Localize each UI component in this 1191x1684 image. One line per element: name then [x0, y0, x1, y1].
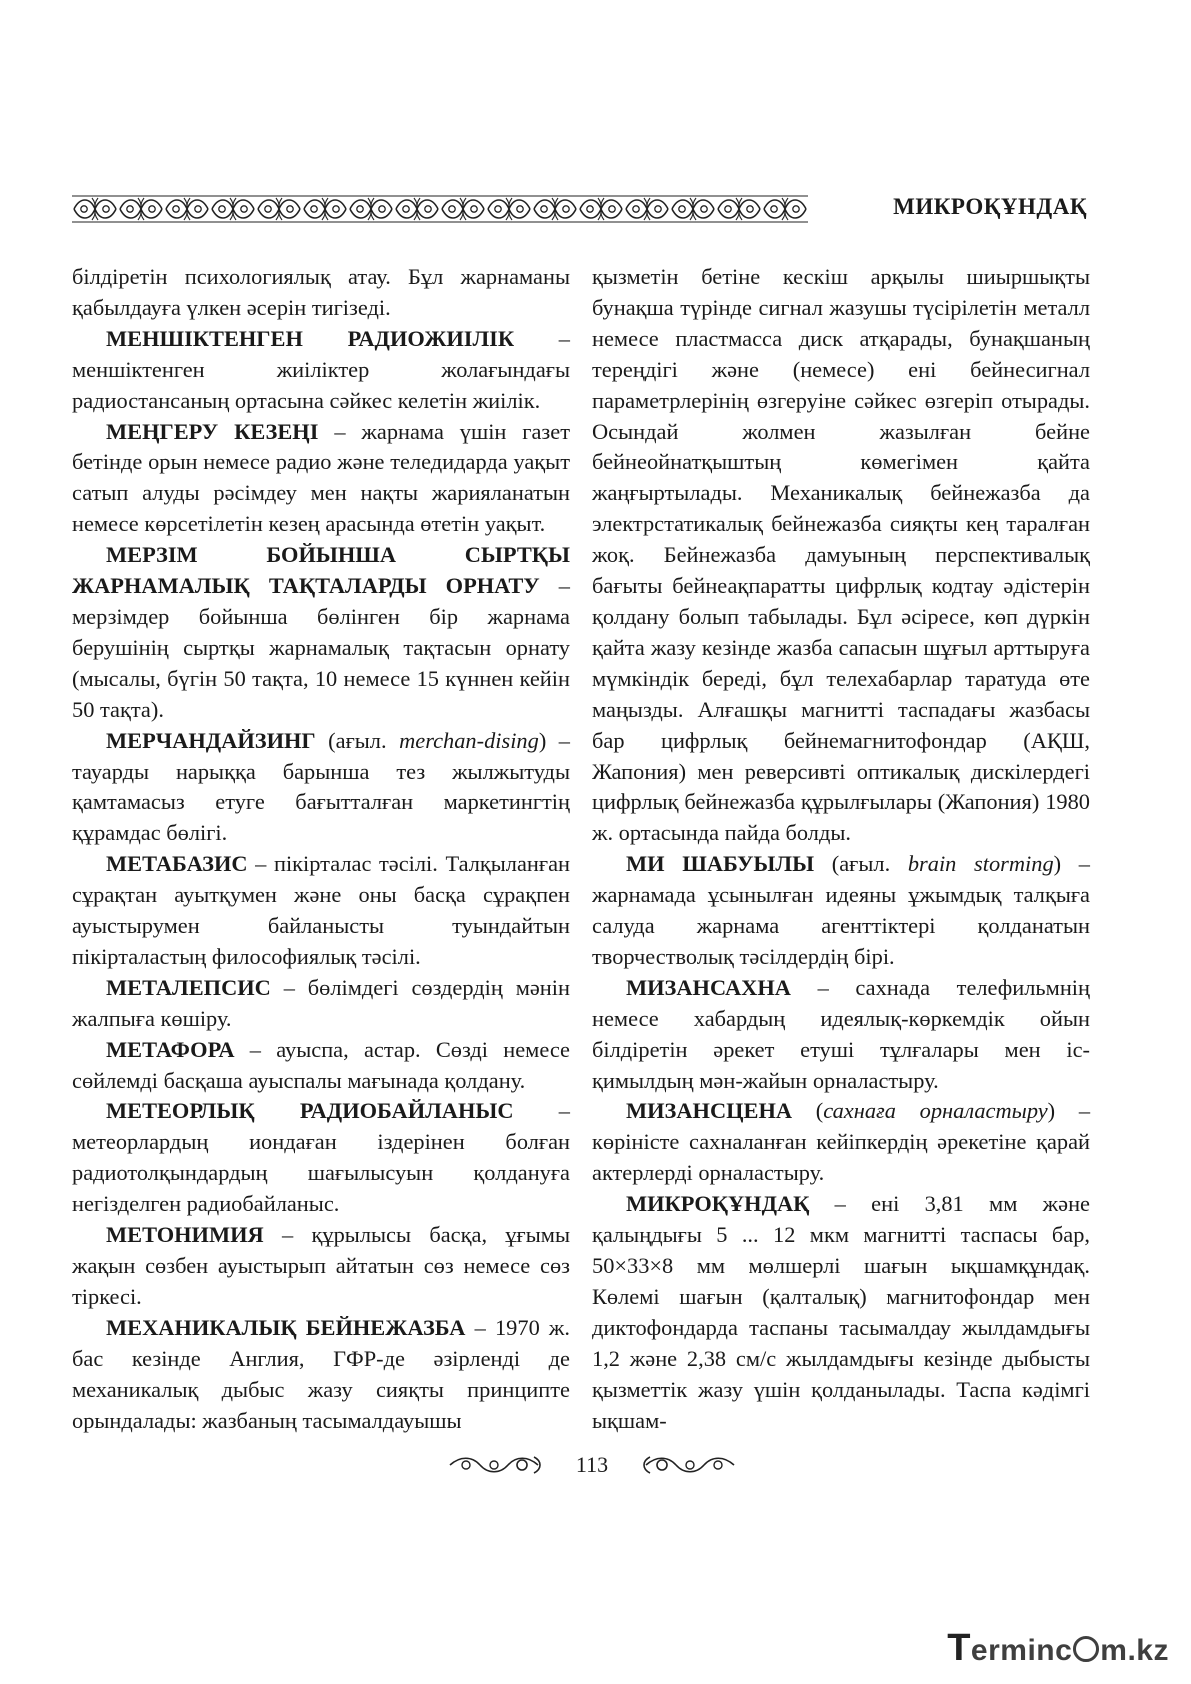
paragraph-continued — [592, 262, 1090, 849]
logo-circle-o-icon — [1073, 1636, 1099, 1662]
entry-term: МИКРОҚҰНДАҚ — [626, 1191, 810, 1217]
entry-term: МЕТАФОРА — [106, 1036, 235, 1062]
running-title: МИКРОҚҰНДАҚ — [893, 194, 1087, 219]
entry-term: МЕРЧАНДАЙЗИНГ — [106, 727, 316, 753]
entry-definition: – метеорлардың иондаған іздерінен болған радиотолқындардың шағылысуын қолдануға негізделген радиобайланыс. — [72, 1098, 570, 1217]
entry-definition: – мерзімдер бойынша бөлінген бір жарнама берушінің сыртқы жарнамалық тақтасын орнату (мысалы, бүгін 50 тақта, 10 немесе 15 күннен кейін 50 тақта). — [72, 573, 570, 722]
entry-foreign-word: brain storming — [907, 851, 1054, 877]
entry-origin: (ағыл. — [814, 851, 908, 877]
entry-metonimiya — [72, 1220, 570, 1313]
footer-ornament-left — [446, 1452, 546, 1478]
entry-metafora — [72, 1035, 570, 1097]
entry-mizanscena — [592, 1096, 1090, 1189]
entry-menshiktengen-radiozhiilik — [72, 324, 570, 417]
entry-term: МЕТАЛЕПСИС — [106, 974, 271, 1000]
entry-definition: – бөлімдегі сөздердің мәнін жалпыға көшіру. — [72, 974, 570, 1031]
entry-mikrokundak — [592, 1189, 1090, 1436]
entry-term: МИЗАНСЦЕНА — [626, 1098, 793, 1124]
entry-definition: – меншіктенген жиіліктер жолағындағы радиостансаның ортасына сәйкес келетін жиілік. — [72, 325, 571, 413]
entry-origin: ( — [792, 1098, 824, 1124]
paragraph-continued — [72, 262, 570, 324]
paragraph-text: білдіретін психологиялық атау. Бұл жарнаманы қабылдауға үлкен әсерін тигізеді. — [72, 264, 570, 320]
entry-term: МИ ШАБУЫЛЫ — [626, 851, 815, 877]
header-ornament — [72, 194, 808, 224]
entry-term: МЕРЗІМ БОЙЫНША СЫРТҚЫ ЖАРНАМАЛЫҚ ТАҚТАЛАРДЫ ОРНАТУ — [72, 542, 570, 599]
entry-term: МИЗАНСАХНА — [626, 974, 791, 1000]
page-footer — [0, 1448, 1191, 1482]
entry-definition: ) – тауарды нарыққа барынша тез жылжытуды қамтамасыз етуге бағытталған маркетингтің құрамдас бөлігі. — [72, 727, 571, 846]
paragraph-text: қызметін бетіне кескіш арқылы шиыршықты бунақша түрінде сигнал жазушы түсірілетін металл немесе пластмасса диск атқарады, бунақшаның тереңдігі және (немесе) ені бейнесигнал параметрлерінің өзгеруіне сәйкес өзгеріп отырады. Осындай жолмен жазылған бейне бейнеойнатқыштың көмегімен қайта жаңғыртылады. Механикалық бейнежазба да электрстатикалық бейнежазба сияқты кең таралған жоқ. Бейнежазба дамуының перспективалық бағыты бейнеақпаратты цифрлық кодтау әдістерін қолдану болып табылады. Бұл әсіресе, көп дүркін қайта жазу кезінде жазба сапасын шұғыл арттыруға мүмкіндік береді, бұл телехабарлар таратуда өте маңызды. Алғашқы магнитті таспадағы жазбасы бар цифрлық бейнемагнитофондар (АҚШ, Жапония) мен реверсивті оптикалық дискілердегі цифрлық бейнежазба құрылғылары (Жапония) 1980 ж. ортасында пайда болды. — [592, 264, 1090, 846]
entry-definition: ) – көріністе сахналанған кейіпкердің әрекетіне қарай актерлерді орналастыру. — [592, 1098, 1091, 1186]
entry-italic-gloss: сахнаға орналастыру — [823, 1098, 1048, 1124]
entry-mi-shabuyly — [592, 849, 1090, 973]
entry-definition: – ені 3,81 мм және қалыңдығы 5 ... 12 мкм магнитті таспасы бар, 50×33×8 мм мөлшерлі шағын ықшамқұндақ. Көлемі шағын (қалталық) магнитофондар мен диктофондарда таспаны тасымалдау жылдамдығы 1,2 және 2,38 см/с жылдамдығы кезінде дыбысты қызметтік жазу үшін қолданылады. Таспа кәдімгі ықшам- — [592, 1191, 1090, 1433]
termincom-watermark-logo — [947, 1627, 1169, 1670]
entry-meteorlyk-radiobailanys — [72, 1096, 570, 1220]
entry-merchandaizing — [72, 726, 570, 850]
logo-text-part2: m.kz — [1100, 1634, 1169, 1667]
entry-term: МЕХАНИКАЛЫҚ БЕЙНЕЖАЗБА — [106, 1314, 466, 1340]
entry-term: МЕТОНИМИЯ — [106, 1222, 264, 1248]
page-number: 113 — [575, 1452, 609, 1477]
logo-letter-t: T — [947, 1627, 971, 1669]
entry-definition: – сахнада телефильмнің немесе хабардың идеялық-көркемдік ойын білдіретін әрекет етуші тұлғалары мен іс-қимылдың мән-жайын орналастыру. — [592, 974, 1090, 1093]
logo-letter-c: c — [1055, 1634, 1073, 1667]
right-column — [592, 262, 1090, 1436]
entry-definition: – ауыспа, астар. Сөзді немесе сөйлемді басқаша ауыспалы мағынада қолдану. — [72, 1036, 570, 1093]
entry-metalepsis — [72, 973, 570, 1035]
entry-definition: – құрылысы басқа, ұғымы жақын сөзбен ауыстырып айтатын сөз немесе сөз тіркесі. — [72, 1222, 570, 1309]
entry-term: МЕТЕОРЛЫҚ РАДИОБАЙЛАНЫС — [106, 1098, 514, 1124]
entry-definition: – 1970 ж. бас кезінде Англия, ГФР-де әзірленді де механикалық дыбыс жазу сияқты принципте орындалады: жазбаның тасымалдауышы — [72, 1314, 570, 1433]
left-column — [72, 262, 570, 1436]
entry-definition: – пікірталас тәсілі. Талқыланған сұрақтан ауытқумен және оны басқа сұрақпен ауыстырумен байланысты туындайтын пікірталастың философиялық тәсілі. — [72, 851, 570, 969]
entry-term: МЕТАБАЗИС — [106, 851, 248, 877]
entry-term: МЕҢГЕРУ КЕЗЕҢІ — [106, 418, 319, 444]
entry-metabazis — [72, 849, 570, 973]
entry-mengeru-kezeni — [72, 417, 570, 541]
footer-ornament-right — [638, 1452, 738, 1478]
entry-mekhanikalyk-beinezhazba — [72, 1313, 570, 1437]
entry-definition: ) – жарнамада ұсынылған идеяны ұжымдық талқыға салуда жарнама агенттіктері қолданатын творчестволық тәсілдердің бірі. — [592, 851, 1090, 969]
entry-merzim-boiynsha — [72, 540, 570, 725]
entry-mizansakhna — [592, 973, 1090, 1097]
logo-text-part1: ermin — [970, 1634, 1056, 1667]
entry-term: МЕНШІКТЕНГЕН РАДИОЖИІЛІК — [106, 325, 515, 351]
entry-foreign-word: merchan-dising — [399, 727, 539, 753]
entry-origin: (ағыл. — [315, 727, 400, 753]
entry-definition: – жарнама үшін газет бетінде орын немесе радио және теледидарда уақыт сатып алуды рәсімдеу мен нақты жарияланатын немесе көрсетілетін кезең арасында өтетін уақыт. — [72, 418, 570, 537]
